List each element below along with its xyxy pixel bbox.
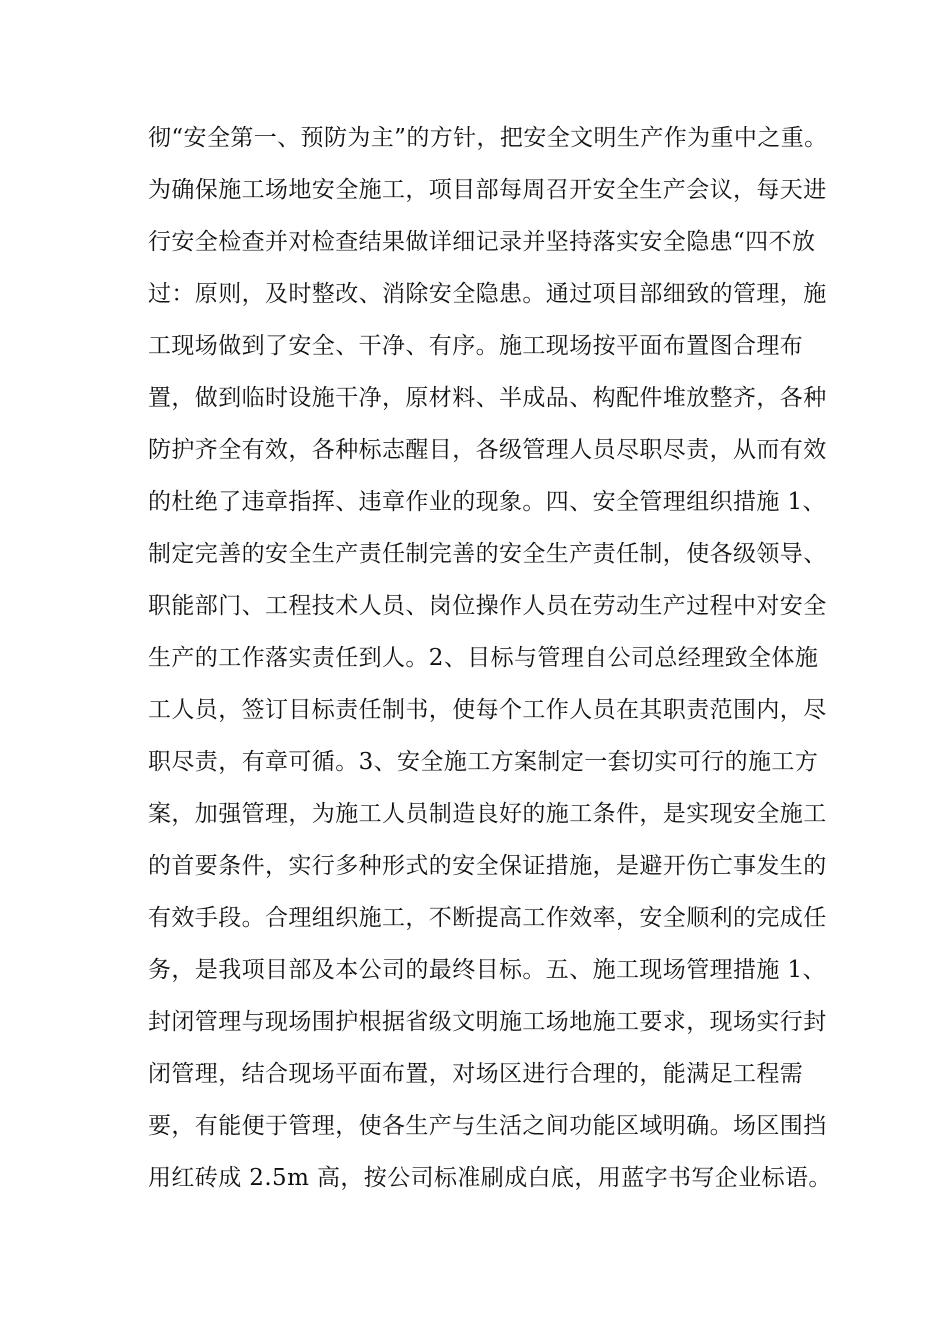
text-line: 的首要条件，实行多种形式的安全保证措施，是避开伤亡事发生的 [148,853,827,879]
text-line: 案，加强管理，为施工人员制造良好的施工条件，是实现安全施工 [148,801,827,827]
text-line: 封闭管理与现场围护根据省级文明施工场地施工要求，现场实行封 [148,1009,827,1035]
text-line: 用红砖成 2.5m 高，按公司标准刷成白底，用蓝字书写企业标语。 [148,1165,832,1191]
text-line: 务，是我项目部及本公司的最终目标。五、施工现场管理措施 1、 [148,957,826,983]
text-line: 工现场做到了安全、干净、有序。施工现场按平面布置图合理布 [148,333,804,359]
text-line: 防护齐全有效，各种标志醒目，各级管理人员尽职尽责，从而有效 [148,437,827,463]
text-line: 要，有能便于管理，使各生产与生活之间功能区域明确。场区围挡 [148,1113,827,1139]
text-line: 过：原则，及时整改、消除安全隐患。通过项目部细致的管理，施 [148,281,827,307]
text-line: 工人员，签订目标责任制书，使每个工作人员在其职责范围内，尽 [148,697,827,723]
text-line: 生产的工作落实责任到人。2、目标与管理自公司总经理致全体施 [148,645,819,671]
text-line: 制定完善的安全生产责任制完善的安全生产责任制，使各级领导、 [148,541,827,567]
text-line: 行安全检查并对检查结果做详细记录并坚持落实安全隐患“四不放 [148,229,816,255]
body-text [148,116,832,1208]
text-line: 闭管理，结合现场平面布置，对场区进行合理的，能满足工程需 [148,1061,804,1087]
text-line: 为确保施工场地安全施工，项目部每周召开安全生产会议，每天进 [148,177,827,203]
text-line: 职能部门、工程技术人员、岗位操作人员在劳动生产过程中对安全 [148,593,827,619]
text-line: 置，做到临时设施干净，原材料、半成品、构配件堆放整齐，各种 [148,385,827,411]
text-line: 职尽责，有章可循。3、安全施工方案制定一套切实可行的施工方 [148,749,819,775]
text-line: 彻“安全第一、预防为主”的方针，把安全文明生产作为重中之重。 [148,125,828,151]
text-line: 的杜绝了违章指挥、违章作业的现象。四、安全管理组织措施 1、 [148,489,826,515]
text-line: 有效手段。合理组织施工，不断提高工作效率，安全顺利的完成任 [148,905,827,931]
